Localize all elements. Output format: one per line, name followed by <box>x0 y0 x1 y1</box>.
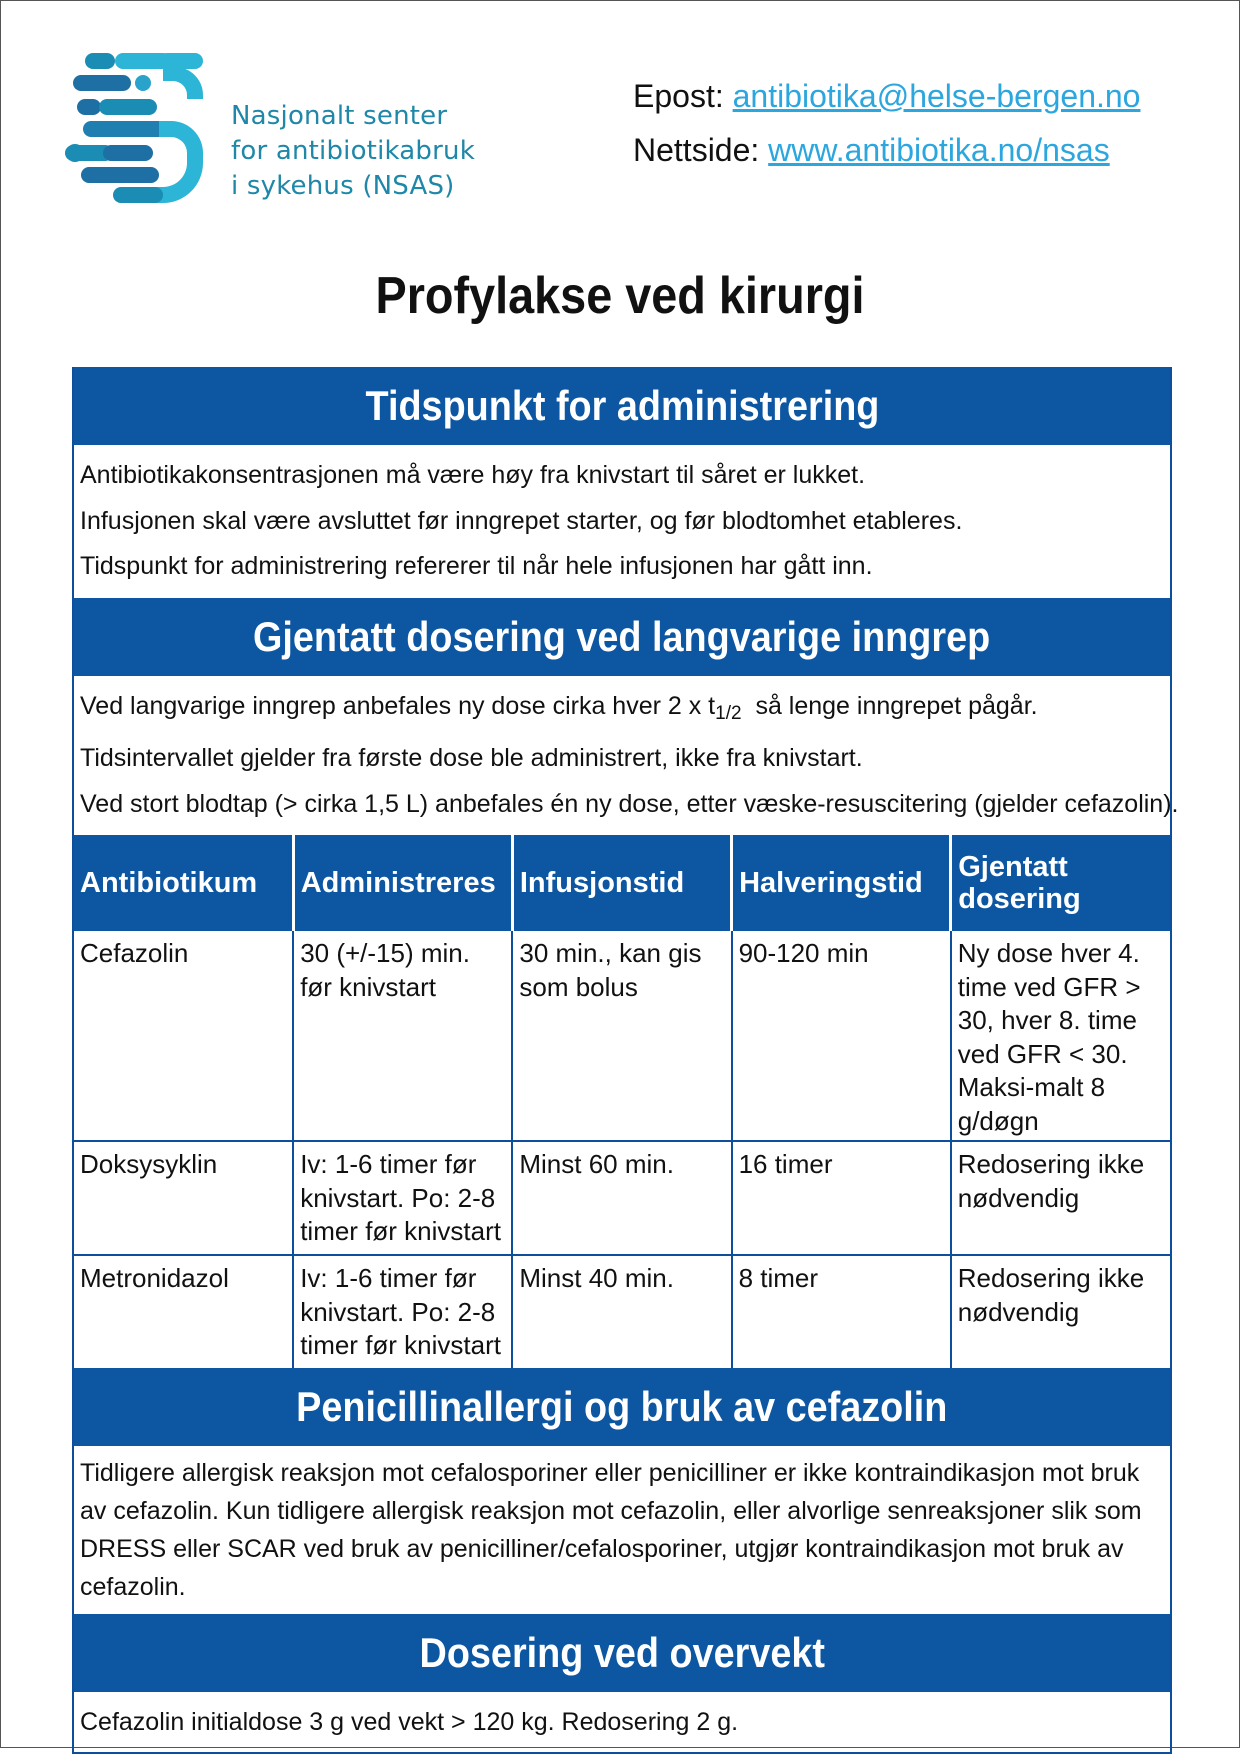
table-cell: Redosering ikke nødvendig <box>951 1255 1170 1368</box>
section-heading-text: Penicillinallergi og bruk av cefazolin <box>296 1383 948 1430</box>
section-heading-text: Tidspunkt for administrering <box>365 382 879 429</box>
timing-line: Tidspunkt for administrering refererer til når hele infusjonen har gått inn. <box>80 552 873 580</box>
table-cell: 30 (+/-15) min. før knivstart <box>293 931 512 1141</box>
timing-line: Antibiotikakonsentrasjonen må være høy fra knivstart til såret er lukket. <box>80 461 866 489</box>
column-header: Administreres <box>293 835 512 931</box>
table-row <box>74 1141 1170 1255</box>
section-heading-allergy <box>74 1368 1170 1446</box>
table-cell: Minst 60 min. <box>512 1141 731 1255</box>
timing-text <box>74 445 1170 598</box>
table-cell: 8 timer <box>732 1255 951 1368</box>
table-cell: Iv: 1-6 timer før knivstart. Po: 2-8 timer før knivstart <box>293 1255 512 1368</box>
website-label: Nettside: <box>633 132 760 168</box>
table-cell: Iv: 1-6 timer før knivstart. Po: 2-8 timer før knivstart <box>293 1141 512 1255</box>
table-cell: Minst 40 min. <box>512 1255 731 1368</box>
logo-line: for antibiotikabruk <box>231 136 475 166</box>
content-frame <box>72 367 1179 1754</box>
antibiotic-table <box>74 835 1170 1368</box>
overweight-text <box>74 1692 1170 1752</box>
table-cell: 16 timer <box>732 1141 951 1255</box>
allergy-paragraph: Tidligere allergisk reaksjon mot cefalosporiner eller penicilliner er ikke kontraindikasjon mot bruk av cefazolin. Kun tidligere allergisk reaksjon mot cefazolin, eller alvorlige senreaksjoner slik som DRESS eller SCAR ved bruk av penicilliner/cefalosporiner, utgjør kontraindikasjon mot bruk av cefazolin. <box>80 1459 1142 1601</box>
table-cell: Redosering ikke nødvendig <box>951 1141 1170 1255</box>
page-title: Profylakse ved kirurgi <box>375 267 865 325</box>
table-cell: Ny dose hver 4. time ved GFR > 30, hver 8. time ved GFR < 30. Maksi-malt 8 g/døgn <box>951 931 1170 1141</box>
overweight-paragraph: Cefazolin initialdose 3 g ved vekt > 120 kg. Redosering 2 g. <box>80 1708 739 1736</box>
repeat-line-part: Ved langvarige inngrep anbefales ny dose cirka hver 2 x t <box>80 691 716 720</box>
website-link[interactable]: www.antibiotika.no/nsas <box>768 132 1110 168</box>
column-header: Gjentatt dosering <box>951 835 1170 931</box>
half-life-subscript: 1/2 <box>715 702 742 724</box>
logo-line: Nasjonalt senter <box>231 101 448 131</box>
repeat-text <box>74 676 1179 836</box>
email-link[interactable]: antibiotika@helse-bergen.no <box>732 78 1141 114</box>
table-cell: 90-120 min <box>732 931 951 1141</box>
table-cell: 30 min., kan gis som bolus <box>512 931 731 1141</box>
table-row <box>74 1255 1170 1368</box>
section-heading-repeat <box>74 598 1170 676</box>
timing-line: Infusjonen skal være avsluttet før inngrepet starter, og før blodtomhet etableres. <box>80 506 963 535</box>
logo-line: i sykehus (NSAS) <box>231 171 455 201</box>
repeat-line: Ved stort blodtap (> cirka 1,5 L) anbefales én ny dose, etter væske-resuscitering (gjelder cefazolin). <box>80 789 1179 818</box>
website-row <box>633 123 1140 177</box>
email-row <box>633 69 1140 123</box>
table-row <box>74 931 1170 1141</box>
email-label: Epost: <box>633 78 724 114</box>
section-heading-overweight <box>74 1614 1170 1692</box>
nsas-logo-mark-icon <box>63 53 203 203</box>
nsas-logo <box>63 53 483 213</box>
section-heading-text: Dosering ved overvekt <box>419 1629 825 1676</box>
table-header-row <box>74 835 1170 931</box>
logo-text <box>231 99 475 204</box>
column-header: Infusjonstid <box>512 835 731 931</box>
repeat-line-part: så lenge inngrepet pågår. <box>741 691 1038 720</box>
table-cell: Doksysyklin <box>74 1141 293 1255</box>
table-cell: Cefazolin <box>74 931 293 1141</box>
table-cell: Metronidazol <box>80 1263 229 1293</box>
column-header: Antibiotikum <box>74 835 293 931</box>
section-heading-timing <box>74 367 1170 445</box>
allergy-text <box>74 1446 1170 1614</box>
repeat-line <box>80 684 1164 737</box>
column-header: Halveringstid <box>732 835 951 931</box>
contact-info <box>633 69 1140 177</box>
section-heading-text: Gjentatt dosering ved langvarige inngrep <box>253 612 991 660</box>
repeat-line: Tidsintervallet gjelder fra første dose ble administrert, ikke fra knivstart. <box>80 744 863 772</box>
